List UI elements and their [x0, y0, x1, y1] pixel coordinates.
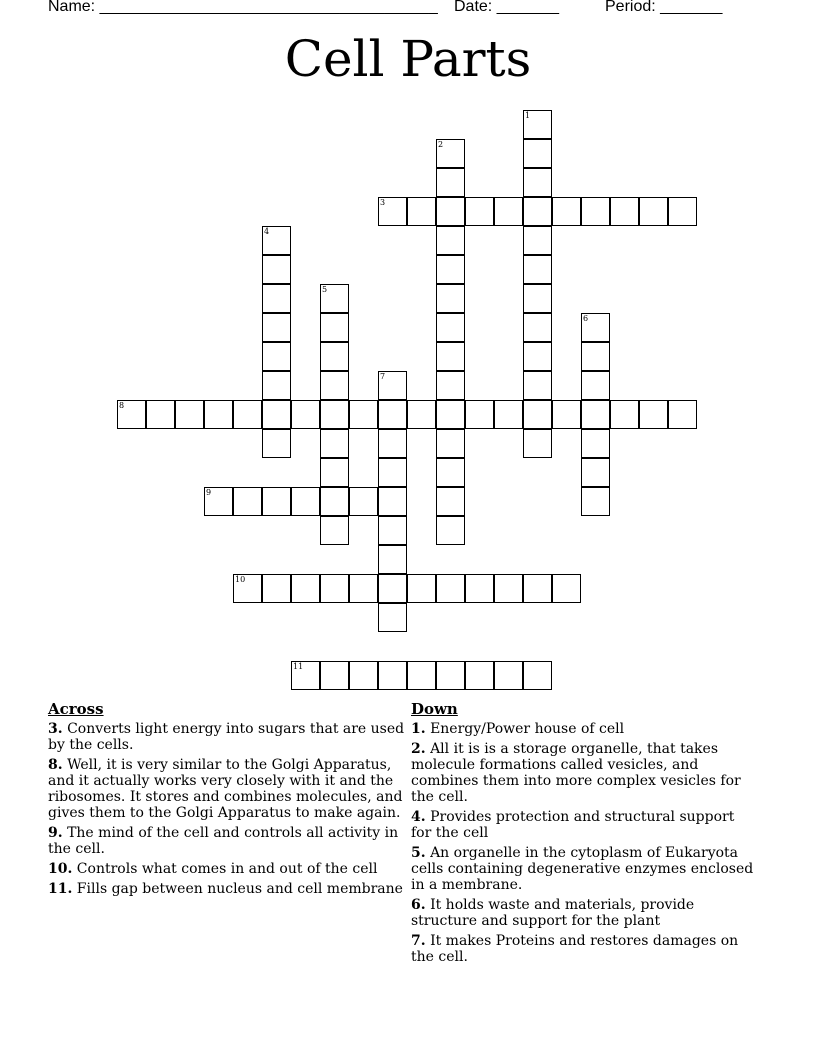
grid-cell[interactable]	[349, 661, 378, 690]
grid-cell[interactable]	[262, 371, 291, 400]
clue-item	[48, 881, 408, 897]
grid-cell[interactable]	[262, 487, 291, 516]
grid-cell[interactable]	[581, 429, 610, 458]
grid-cell[interactable]	[436, 516, 465, 545]
grid-cell[interactable]	[233, 400, 262, 429]
clue-number: 11.	[48, 881, 73, 897]
grid-cell[interactable]	[320, 661, 349, 690]
grid-cell[interactable]	[523, 197, 552, 226]
grid-cell[interactable]	[320, 342, 349, 371]
clue-text: Well, it is very similar to the Golgi Apparatus, and it actually works very closely with it and the ribosomes. It stores and combines molecules, and gives them to the Golgi Apparatus to make again.	[48, 757, 403, 821]
clue-item	[48, 757, 408, 821]
clue-number: 3.	[48, 721, 63, 737]
clue-number-5: 5	[322, 285, 328, 294]
clue-number: 8.	[48, 757, 63, 773]
grid-cell[interactable]	[378, 400, 407, 429]
grid-cell[interactable]	[523, 139, 552, 168]
clue-item	[411, 845, 759, 893]
grid-cell[interactable]	[146, 400, 175, 429]
grid-cell[interactable]	[436, 487, 465, 516]
grid-cell[interactable]	[407, 197, 436, 226]
grid-cell[interactable]	[523, 429, 552, 458]
clue-number: 6.	[411, 897, 426, 913]
clue-text: Converts light energy into sugars that are used by the cells.	[48, 721, 405, 753]
clue-text: Energy/Power house of cell	[425, 721, 625, 737]
grid-cell[interactable]	[320, 429, 349, 458]
grid-cell[interactable]	[494, 574, 523, 603]
grid-cell[interactable]	[436, 371, 465, 400]
clue-number: 4.	[411, 809, 426, 825]
clue-item	[411, 809, 759, 841]
clue-number-9: 9	[206, 488, 212, 497]
grid-cell[interactable]	[436, 400, 465, 429]
clue-number: 10.	[48, 861, 73, 877]
grid-cell[interactable]	[320, 313, 349, 342]
clue-item	[48, 861, 408, 877]
grid-cell[interactable]	[436, 168, 465, 197]
clue-text: It holds waste and materials, provide structure and support for the plant	[411, 897, 695, 929]
grid-cell[interactable]	[349, 487, 378, 516]
grid-cell[interactable]	[262, 284, 291, 313]
clue-item	[411, 741, 759, 805]
grid-cell[interactable]	[494, 197, 523, 226]
grid-cell[interactable]	[581, 371, 610, 400]
grid-cell[interactable]	[320, 574, 349, 603]
clue-number: 9.	[48, 825, 63, 841]
grid-cell[interactable]	[465, 574, 494, 603]
grid-cell[interactable]	[378, 545, 407, 574]
grid-cell[interactable]	[407, 661, 436, 690]
clue-number-1: 1	[525, 111, 531, 120]
clue-item	[48, 825, 408, 857]
clue-number-10: 10	[235, 575, 246, 584]
grid-cell[interactable]	[552, 400, 581, 429]
grid-cell[interactable]	[581, 400, 610, 429]
grid-cell[interactable]	[436, 255, 465, 284]
clue-text: The mind of the cell and controls all activity in the cell.	[48, 825, 399, 857]
grid-cell[interactable]	[291, 487, 320, 516]
grid-cell[interactable]	[523, 400, 552, 429]
clue-item	[411, 897, 759, 929]
grid-cell[interactable]	[320, 487, 349, 516]
grid-cell[interactable]	[668, 400, 697, 429]
grid-cell[interactable]	[494, 661, 523, 690]
grid-cell[interactable]	[262, 255, 291, 284]
grid-cell[interactable]	[581, 487, 610, 516]
grid-cell[interactable]	[610, 400, 639, 429]
clue-number-11: 11	[293, 662, 304, 671]
grid-cell[interactable]	[581, 197, 610, 226]
grid-cell[interactable]	[523, 342, 552, 371]
grid-cell[interactable]	[378, 661, 407, 690]
clue-item	[48, 721, 408, 753]
clue-text: Provides protection and structural support for the cell	[411, 809, 735, 841]
grid-cell[interactable]	[523, 371, 552, 400]
clue-number: 2.	[411, 741, 426, 757]
grid-cell[interactable]	[465, 197, 494, 226]
grid-cell[interactable]	[378, 458, 407, 487]
grid-cell[interactable]	[407, 574, 436, 603]
clue-item	[411, 721, 759, 737]
clue-number-6: 6	[583, 314, 589, 323]
clue-text: It makes Proteins and restores damages on the cell.	[411, 933, 739, 965]
clue-number: 5.	[411, 845, 426, 861]
grid-cell[interactable]	[639, 400, 668, 429]
clue-number-4: 4	[264, 227, 270, 236]
grid-cell[interactable]	[465, 661, 494, 690]
grid-cell[interactable]	[523, 661, 552, 690]
grid-cell[interactable]	[436, 284, 465, 313]
grid-cell[interactable]	[523, 168, 552, 197]
clue-number-2: 2	[438, 140, 444, 149]
grid-cell[interactable]	[320, 516, 349, 545]
grid-cell[interactable]	[378, 574, 407, 603]
grid-cell[interactable]	[552, 197, 581, 226]
grid-cell[interactable]	[320, 371, 349, 400]
name-field[interactable]: Name: ______________________________________	[48, 0, 438, 15]
clue-number: 1.	[411, 721, 426, 737]
grid-cell[interactable]	[523, 255, 552, 284]
grid-cell[interactable]	[436, 429, 465, 458]
grid-cell[interactable]	[320, 458, 349, 487]
grid-cell[interactable]	[436, 574, 465, 603]
clue-text: Fills gap between nucleus and cell membrane	[72, 881, 403, 897]
grid-cell[interactable]	[552, 574, 581, 603]
clue-text: All it is is a storage organelle, that takes molecule formations called vesicles, and combines them into more complex vesicles for the cell.	[411, 741, 741, 805]
grid-cell[interactable]	[291, 574, 320, 603]
across-clues	[48, 701, 408, 901]
grid-cell[interactable]	[407, 400, 436, 429]
grid-cell[interactable]	[523, 313, 552, 342]
grid-cell[interactable]	[262, 342, 291, 371]
period-field[interactable]: Period: _______	[605, 0, 723, 15]
grid-cell[interactable]	[523, 284, 552, 313]
grid-cell[interactable]	[291, 400, 320, 429]
grid-cell[interactable]	[378, 429, 407, 458]
clue-item	[411, 933, 759, 965]
page-title: Cell Parts	[284, 30, 532, 88]
grid-cell[interactable]	[581, 342, 610, 371]
down-clues	[411, 701, 759, 969]
grid-cell[interactable]	[465, 400, 494, 429]
grid-cell[interactable]	[175, 400, 204, 429]
grid-cell[interactable]	[436, 661, 465, 690]
grid-cell[interactable]	[436, 226, 465, 255]
down-heading: Down	[411, 700, 458, 718]
grid-cell[interactable]	[262, 313, 291, 342]
grid-cell[interactable]	[320, 400, 349, 429]
grid-cell[interactable]	[523, 574, 552, 603]
grid-cell[interactable]	[262, 429, 291, 458]
grid-cell[interactable]	[639, 197, 668, 226]
grid-cell[interactable]	[204, 400, 233, 429]
clue-number-7: 7	[380, 372, 386, 381]
grid-cell[interactable]	[581, 458, 610, 487]
grid-cell[interactable]	[523, 226, 552, 255]
grid-cell[interactable]	[610, 197, 639, 226]
grid-cell[interactable]	[436, 458, 465, 487]
grid-cell[interactable]	[494, 400, 523, 429]
clue-text: An organelle in the cytoplasm of Eukaryota cells containing degenerative enzymes enclosed in a membrane.	[411, 845, 754, 893]
across-heading: Across	[48, 700, 104, 718]
grid-cell[interactable]	[349, 574, 378, 603]
grid-cell[interactable]	[233, 487, 262, 516]
grid-cell[interactable]	[378, 487, 407, 516]
grid-cell[interactable]	[436, 197, 465, 226]
clue-number-3: 3	[380, 198, 386, 207]
clue-number-8: 8	[119, 401, 125, 410]
grid-cell[interactable]	[668, 197, 697, 226]
date-field[interactable]: Date: _______	[454, 0, 559, 15]
grid-cell[interactable]	[262, 400, 291, 429]
grid-cell[interactable]	[262, 574, 291, 603]
grid-cell[interactable]	[349, 400, 378, 429]
clue-number: 7.	[411, 933, 426, 949]
clue-text: Controls what comes in and out of the cell	[72, 861, 378, 877]
grid-cell[interactable]	[378, 516, 407, 545]
grid-cell[interactable]	[436, 342, 465, 371]
grid-cell[interactable]	[378, 603, 407, 632]
grid-cell[interactable]	[436, 313, 465, 342]
